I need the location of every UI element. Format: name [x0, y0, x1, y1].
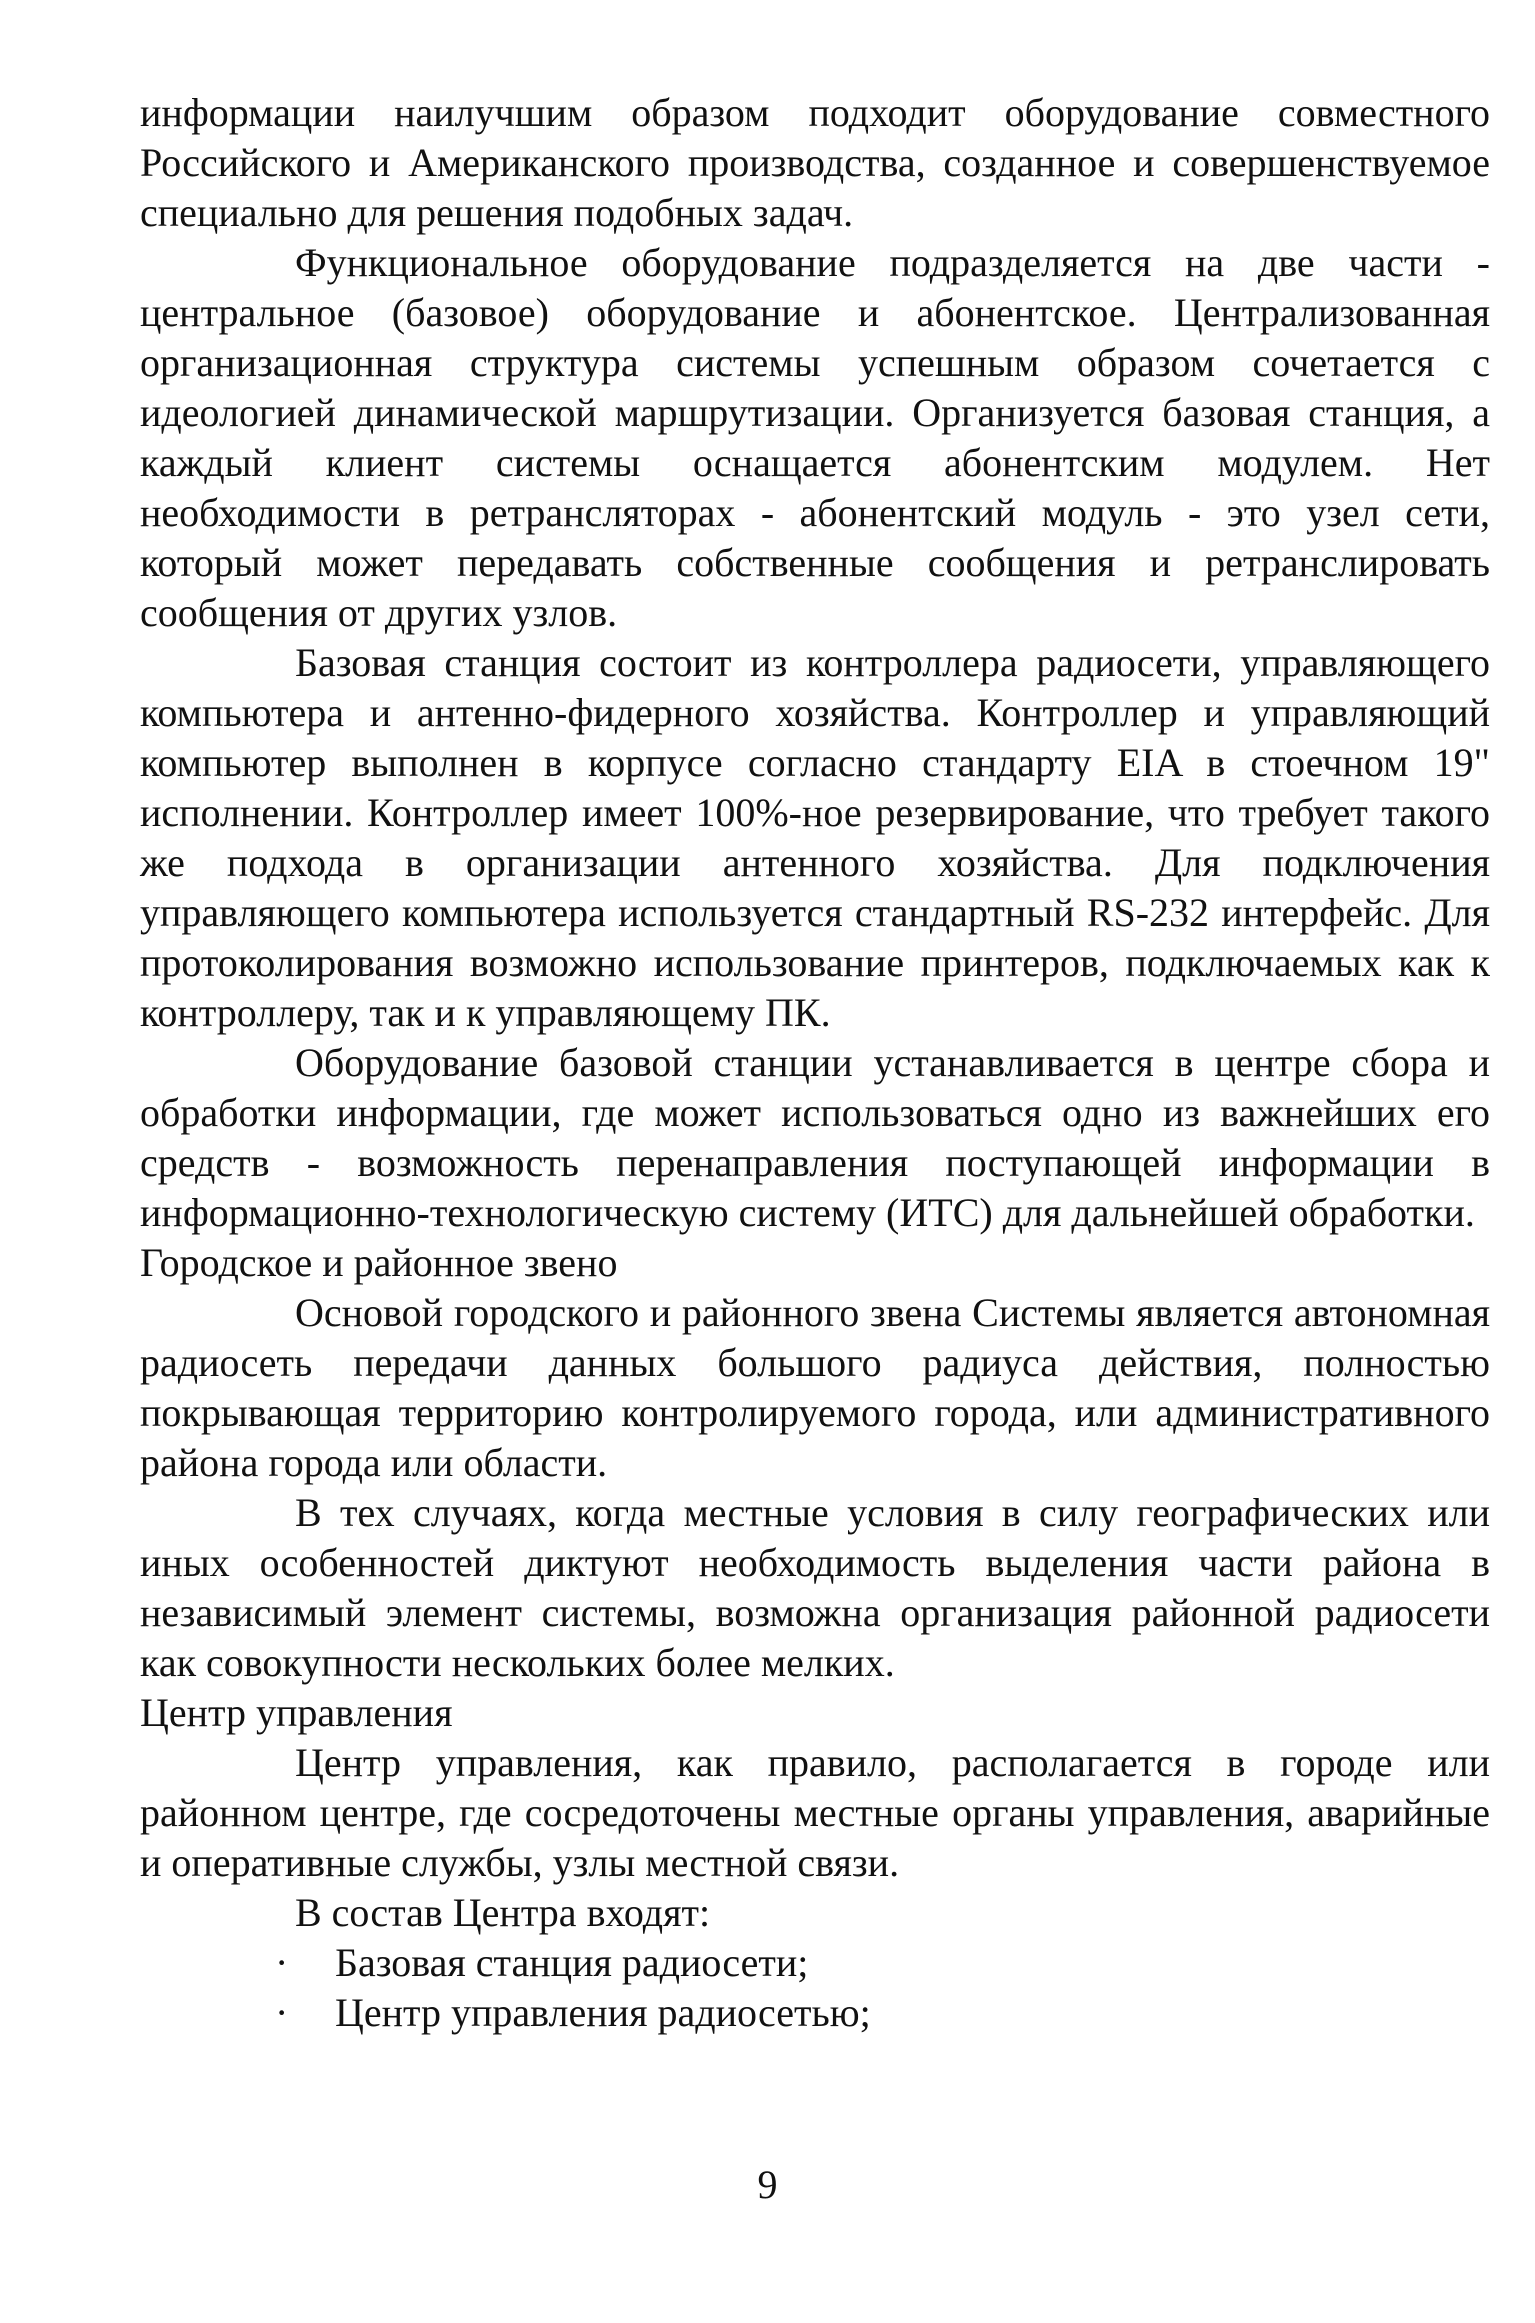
list-item-text: Центр управления радиосетью;: [335, 1990, 871, 2035]
section-heading-city: Городское и районное звено: [140, 1240, 618, 1285]
paragraph: Основой городского и районного звена Системы является автономная радиосеть передачи данных большого радиуса действия, полностью покрывающая территорию контролируемого города, или административного района города или области.: [140, 1290, 1490, 1485]
paragraph: Оборудование базовой станции устанавливается в центре сбора и обработки информации, где может использоваться одно из важнейших его средств - возможность перенаправления поступающей информации в информационно-технологическую систему (ИТС) для дальнейшей обработки.: [140, 1040, 1490, 1235]
paragraph: В тех случаях, когда местные условия в силу географических или иных особенностей диктуют необходимость выделения части района в независимый элемент системы, возможна организация районной радиосети как совокупности нескольких более мелких.: [140, 1490, 1490, 1685]
list-item: [140, 1938, 1490, 1988]
paragraph: Центр управления, как правило, располагается в городе или районном центре, где сосредоточены местные органы управления, аварийные и оперативные службы, узлы местной связи.: [140, 1740, 1490, 1885]
list-item: [140, 1988, 1490, 2038]
list-item-text: Базовая станция радиосети;: [335, 1940, 809, 1985]
paragraph: информации наилучшим образом подходит оборудование совместного Российского и Американского производства, созданное и совершенствуемое специально для решения подобных задач.: [140, 90, 1490, 235]
paragraph: Функциональное оборудование подразделяется на две части - центральное (базовое) оборудование и абонентское. Централизованная организационная структура системы успешным образом сочетается с идеологией динамической маршрутизации. Организуется базовая станция, а каждый клиент системы оснащается абонентским модулем. Нет необходимости в ретрансляторах - абонентский модуль - это узел сети, который может передавать собственные сообщения и ретранслировать сообщения от других узлов.: [140, 240, 1490, 635]
center-components-list: [140, 1938, 1490, 2038]
section-heading-center: Центр управления: [140, 1690, 453, 1735]
bullet-icon: ·: [275, 1940, 289, 1985]
page-number: 9: [757, 2162, 778, 2207]
paragraph: Базовая станция состоит из контроллера радиосети, управляющего компьютера и антенно-фидерного хозяйства. Контроллер и управляющий компьютер выполнен в корпусе согласно стандарту EIA в стоечном 19" исполнении. Контроллер имеет 100%-ное резервирование, что требует такого же подхода в организации антенного хозяйства. Для подключения управляющего компьютера используется стандартный RS-232 интерфейс. Для протоколирования возможно использование принтеров, подключаемых как к контроллеру, так и к управляющему ПК.: [140, 640, 1490, 1035]
paragraph: В состав Центра входят:: [295, 1890, 711, 1935]
document-page: [140, 88, 1490, 2038]
bullet-icon: ·: [275, 1990, 289, 2035]
